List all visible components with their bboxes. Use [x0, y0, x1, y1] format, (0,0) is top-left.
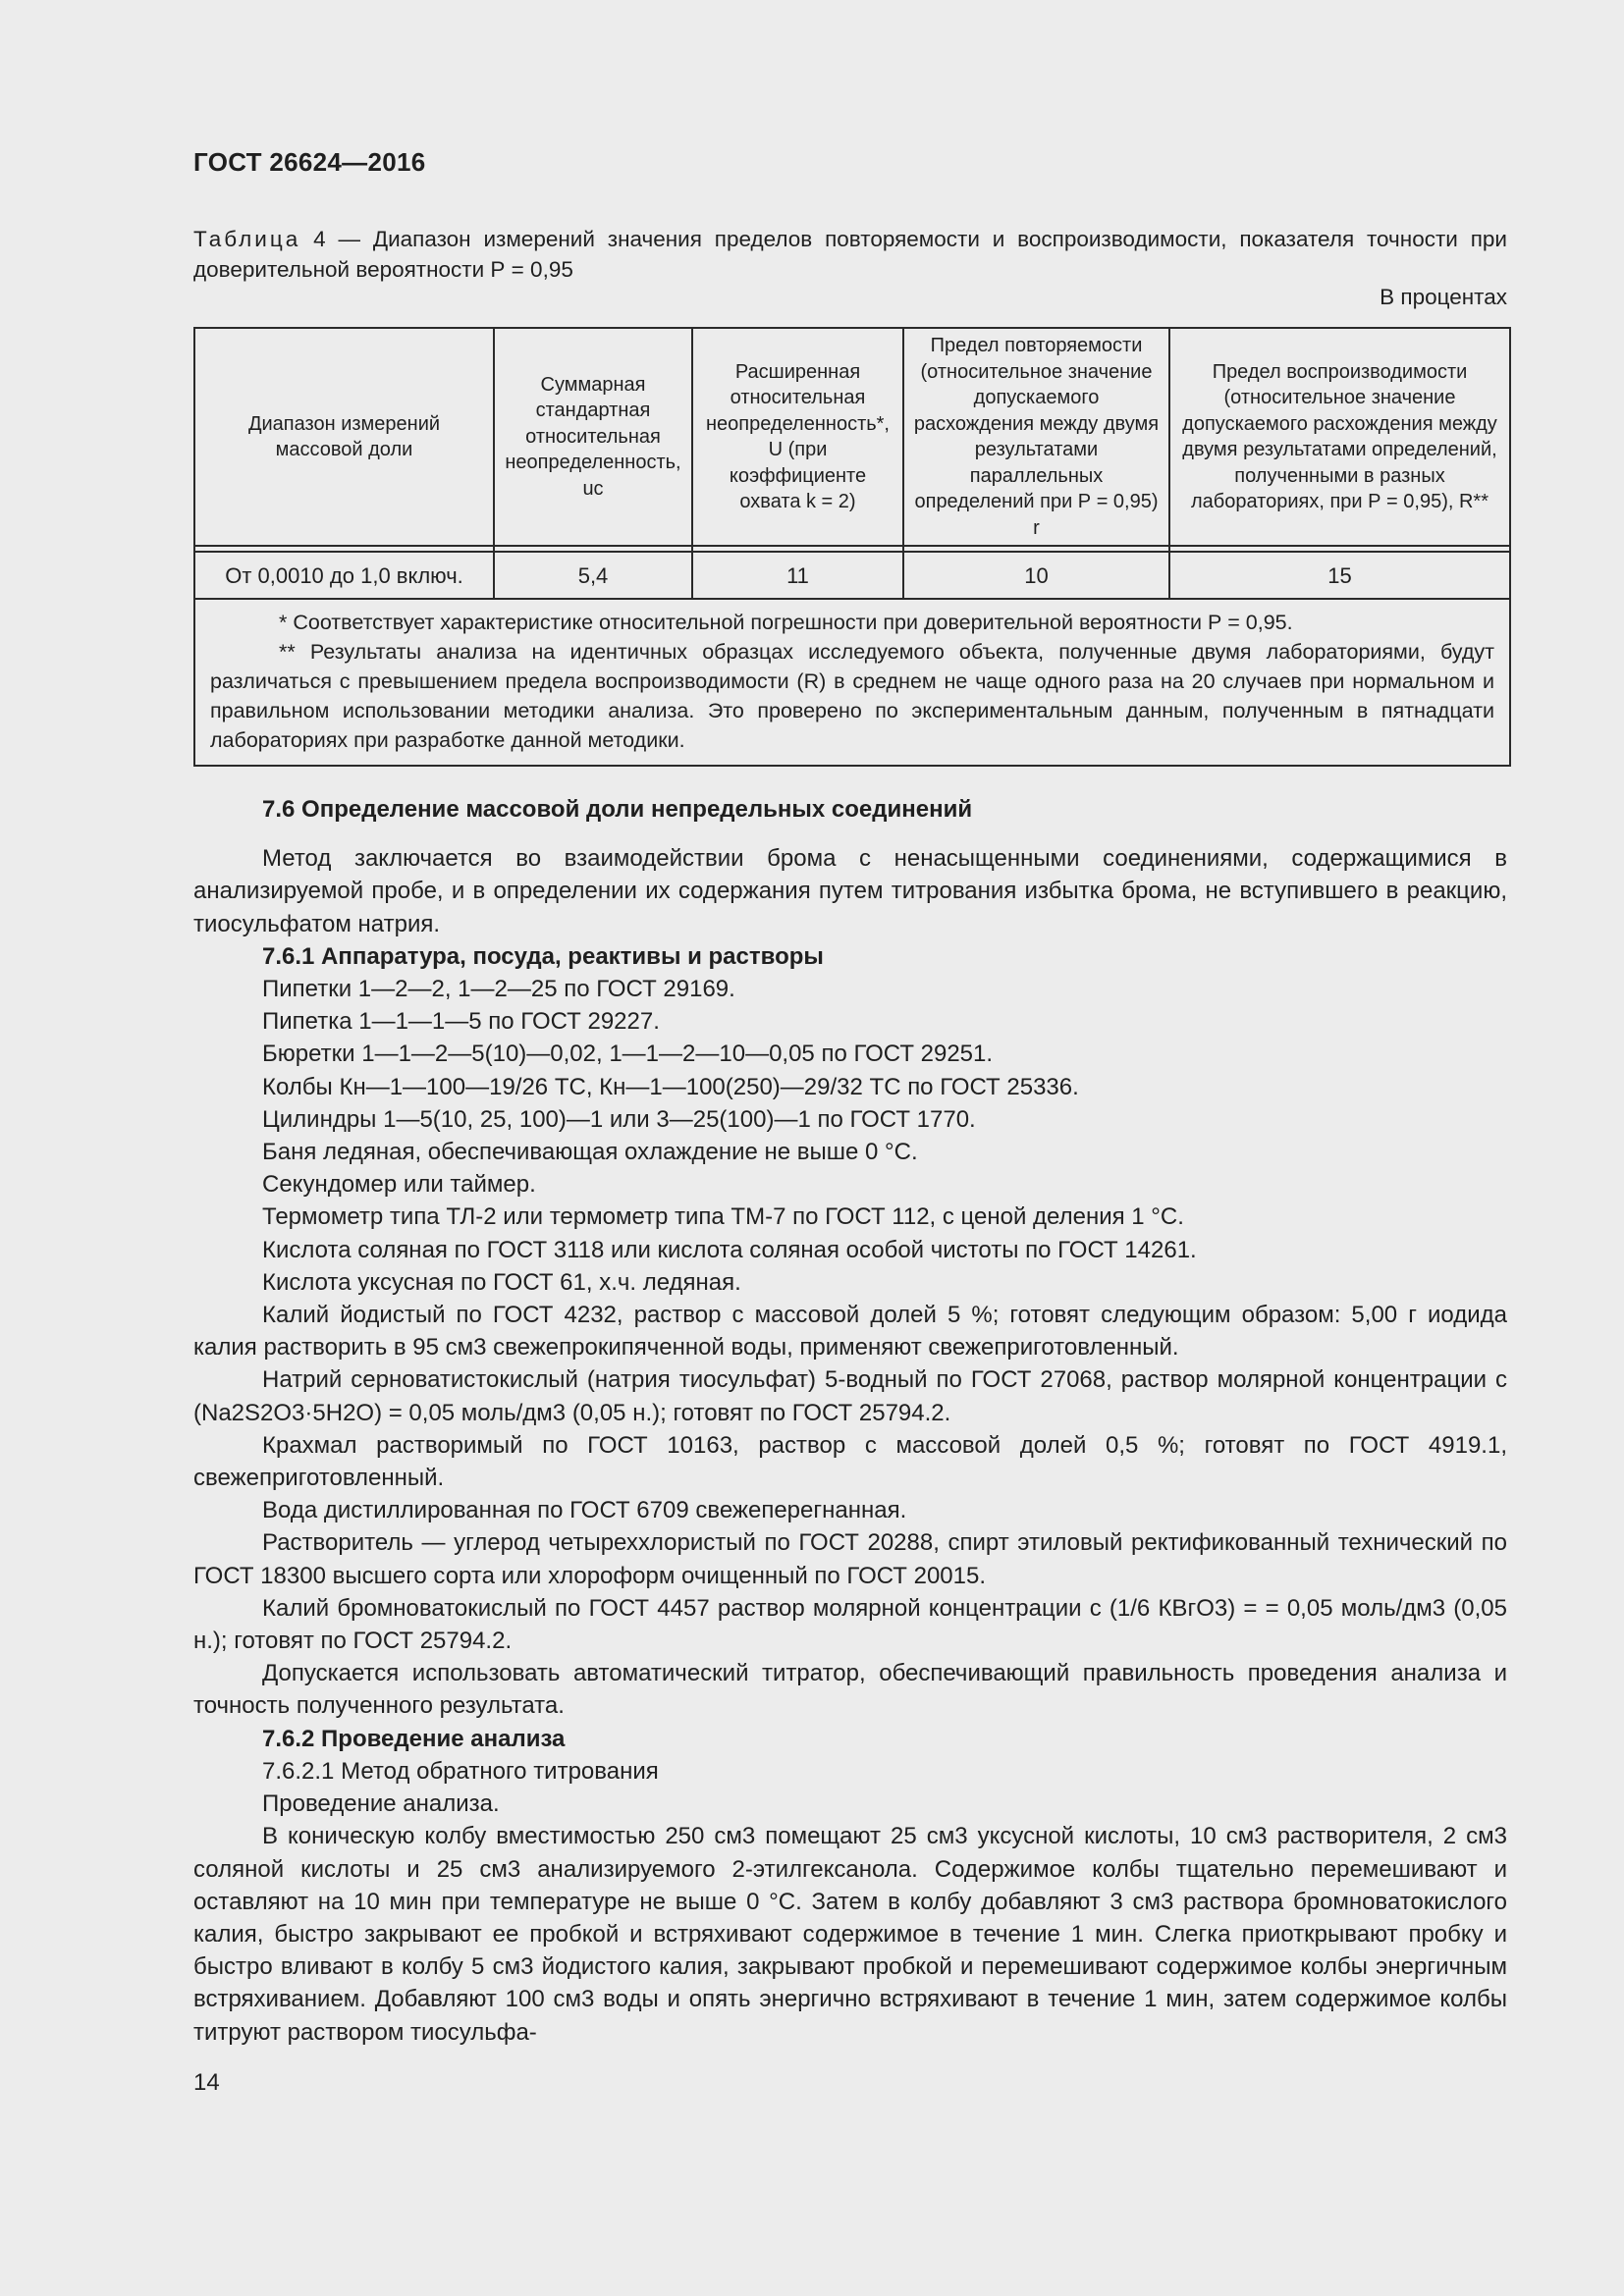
subsection-title-761: 7.6.1 Аппаратура, посуда, реактивы и растворы	[262, 942, 824, 970]
list-item: Термометр типа ТЛ-2 или термометр типа ТМ-7 по ГОСТ 112, с ценой деления 1 °С.	[262, 1203, 1184, 1231]
procedure-label: Проведение анализа.	[262, 1790, 500, 1818]
procedure-text: В коническую колбу вместимостью 250 см3 помещают 25 см3 уксусной кислоты, 10 см3 растворителя, 2 см3 соляной кислоты и 25 см3 анализируемого 2-этилгексанола. Содержимое колбы тщательно перемешивают и оставляют на 10 мин при температуре не выше 0 °С. Затем в колбу добавляют 3 см3 раствора бромноватокислого калия, быстро закрывают ее пробкой и встряхивают содержимое в течение 1 мин. Слегка приоткрывают пробку и быстро вливают в колбу 5 см3 йодистого калия, закрывают пробкой и перемешивают содержимое колбы энергичным встряхиванием. Добавляют 100 см3 воды и опять энергично встряхивают в течение 1 мин, затем содержимое колбы титруют раствором тиосульфа-	[193, 1823, 1507, 2046]
header-reproducibility: Предел воспроизводимости (относительное значение допускаемого расхождения между двумя результатами определений, полученными в разных лабораториях, при Р = 0,95), R**	[1169, 328, 1510, 546]
table-caption	[193, 224, 1507, 285]
list-item: Пипетки 1—2—2, 1—2—25 по ГОСТ 29169.	[262, 976, 735, 1003]
table-caption-label: Таблица	[193, 227, 301, 251]
table-header-row	[194, 328, 1510, 546]
list-item: Пипетка 1—1—1—5 по ГОСТ 29227.	[262, 1008, 660, 1036]
reagent-starch: Крахмал растворимый по ГОСТ 10163, раствор с массовой долей 0,5 %; готовят по ГОСТ 4919.1, свежеприготовленный.	[193, 1431, 1507, 1492]
cell-std-uncertainty: 5,4	[494, 552, 692, 599]
reagent-solvent: Растворитель — углерод четыреххлористый по ГОСТ 20288, спирт этиловый ректификованный технический по ГОСТ 18300 высшего сорта или хлороформ очищенный по ГОСТ 20015.	[193, 1529, 1507, 1589]
reagent-potassium-iodide: Калий йодистый по ГОСТ 4232, раствор с массовой долей 5 %; готовят следующим образом: 5,00 г иодида калия растворить в 95 см3 свежепрокипяченной воды, применяют свежеприготовленный.	[193, 1302, 1507, 1362]
cell-repeatability: 10	[903, 552, 1169, 599]
table-note-2: ** Результаты анализа на идентичных образцах исследуемого объекта, полученные двумя лабораториями, будут различаться с превышением предела воспроизводимости (R) в среднем не чаще одного раза на 20 случаев при нормальном и правильном использовании методики анализа. Это проверено по экспериментальным данным, полученным в пятнадцати лабораториях при разработке данной методики.	[210, 640, 1494, 752]
table-notes-row	[194, 599, 1510, 766]
table-units: В процентах	[1380, 285, 1507, 309]
table-caption-number: 4	[313, 227, 326, 251]
header-range: Диапазон измерений массовой доли	[194, 328, 494, 546]
document-body	[193, 793, 1507, 2049]
section-intro: Метод заключается во взаимодействии брома с ненасыщенными соединениями, содержащимися в анализируемой пробе, и в определении их содержания путем титрования избытка брома, не вступившего в реакцию, тиосульфатом натрия.	[193, 845, 1507, 937]
table-note-1: * Соответствует характеристике относительной погрешности при доверительной вероятности Р = 0,95.	[279, 611, 1293, 634]
reagent-water: Вода дистиллированная по ГОСТ 6709 свежеперегнанная.	[262, 1497, 907, 1524]
standard-header: ГОСТ 26624—2016	[193, 147, 426, 177]
list-item: Колбы Кн—1—100—19/26 ТС, Кн—1—100(250)—29/32 ТС по ГОСТ 25336.	[262, 1073, 1079, 1100]
header-expanded-uncertainty: Расширенная относительная неопределенность*, U (при коэффициенте охвата k = 2)	[692, 328, 903, 546]
cell-range: От 0,0010 до 1,0 включ.	[194, 552, 494, 599]
reagent-thiosulfate: Натрий серноватистокислый (натрия тиосульфат) 5-водный по ГОСТ 27068, раствор молярной концентрации с (Na2S2O3·5H2O) = 0,05 моль/дм3 (0,05 н.); готовят по ГОСТ 25794.2.	[193, 1366, 1507, 1426]
list-item: Бюретки 1—1—2—5(10)—0,02, 1—1—2—10—0,05 по ГОСТ 29251.	[262, 1041, 994, 1068]
table-row	[194, 552, 1510, 599]
subsection-title-7621: 7.6.2.1 Метод обратного титрования	[262, 1757, 659, 1785]
reagent-bromate: Калий бромноватокислый по ГОСТ 4457 раствор молярной концентрации с (1/6 КВгО3) = = 0,05 моль/дм3 (0,05 н.); готовят по ГОСТ 25794.2.	[193, 1594, 1507, 1655]
table-caption-text: — Диапазон измерений значения пределов повторяемости и воспроизводимости, показателя точности при доверительной вероятности Р = 0,95	[193, 227, 1507, 282]
header-repeatability: Предел повторяемости (относительное значение допускаемого расхождения между двумя результатами параллельных определений при Р = 0,95) r	[903, 328, 1169, 546]
list-item: Секундомер или таймер.	[262, 1171, 536, 1199]
list-item: Кислота соляная по ГОСТ 3118 или кислота соляная особой чистоты по ГОСТ 14261.	[262, 1236, 1197, 1263]
titrator-note: Допускается использовать автоматический титратор, обеспечивающий правильность проведения анализа и точность полученного результата.	[193, 1660, 1507, 1720]
subsection-title-762: 7.6.2 Проведение анализа	[262, 1725, 566, 1752]
header-std-uncertainty: Суммарная стандартная относительная неопределенность, uc	[494, 328, 692, 546]
table-notes	[194, 599, 1510, 766]
page-number: 14	[193, 2069, 220, 2096]
precision-table	[193, 327, 1511, 767]
cell-expanded-uncertainty: 11	[692, 552, 903, 599]
list-item: Баня ледяная, обеспечивающая охлаждение не выше 0 °С.	[262, 1139, 918, 1166]
list-item: Цилиндры 1—5(10, 25, 100)—1 или 3—25(100)—1 по ГОСТ 1770.	[262, 1105, 976, 1133]
cell-reproducibility: 15	[1169, 552, 1510, 599]
list-item: Кислота уксусная по ГОСТ 61, х.ч. ледяная.	[262, 1268, 741, 1296]
section-title: 7.6 Определение массовой доли непредельных соединений	[262, 796, 973, 823]
